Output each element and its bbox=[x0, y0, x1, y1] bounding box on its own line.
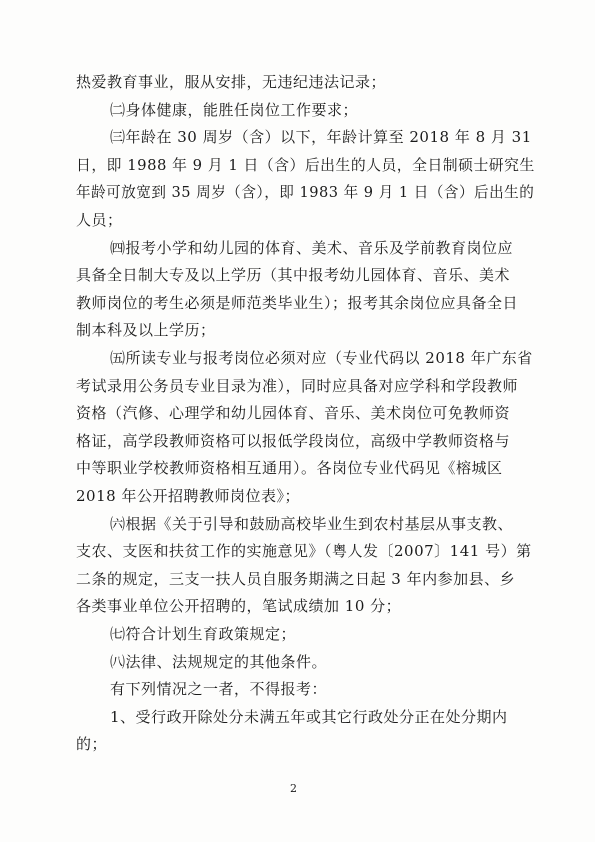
text-line-18: 支农、支医和扶贫工作的实施意见》（粤人发〔2007〕141 号）第 bbox=[76, 542, 532, 561]
text-line-13: 资格（汽修、心理学和幼儿园体育、音乐、美术岗位可免教师资 bbox=[76, 404, 511, 423]
text-line-2: ㈡身体健康，能胜任岗位工作要求； bbox=[110, 100, 359, 119]
text-line-17: ㈥根据《关于引导和鼓励高校毕业生到农村基层从事支教、 bbox=[110, 514, 514, 533]
text-line-19: 二条的规定，三支一扶人员自服务期满之日起 3 年内参加县、乡 bbox=[76, 569, 516, 588]
text-line-9: 教师岗位的考生必须是师范类毕业生）；报考其余岗位应具备全日 bbox=[76, 293, 519, 312]
text-line-6: 人员； bbox=[76, 211, 123, 229]
text-line-10: 制本科及以上学历； bbox=[76, 321, 216, 340]
text-line-5: 年龄可放宽到 35 周岁（含），即 1983 年 9 月 1 日（含）后出生的 bbox=[76, 183, 535, 202]
text-line-1: 热爱教育事业，服从安排，无违纪违法记录； bbox=[76, 73, 387, 91]
text-line-20: 各类事业单位公开招聘的，笔试成绩加 10 分； bbox=[76, 597, 402, 616]
text-line-24: 1、受行政开除处分未满五年或其它行政处分正在处分期内 bbox=[110, 707, 508, 726]
text-line-3: ㈢年龄在 30 周岁（含）以下，年龄计算至 2018 年 8 月 31 bbox=[110, 128, 532, 147]
text-line-16: 2018 年公开招聘教师岗位表》； bbox=[76, 487, 300, 505]
text-line-22: ㈧法律、法规规定的其他条件。 bbox=[110, 652, 328, 671]
text-line-23: 有下列情况之一者，不得报考： bbox=[110, 680, 328, 699]
text-line-4: 日，即 1988 年 9 月 1 日（含）后出生的人员，全日制硕士研究生 bbox=[76, 155, 535, 174]
text-line-11: ㈤所读专业与报考岗位必须对应（专业代码以 2018 年广东省 bbox=[110, 349, 533, 367]
text-line-14: 格证，高学段教师资格可以报低学段岗位，高级中学教师资格与 bbox=[76, 431, 511, 450]
text-line-12: 考试录用公务员专业目录为准），同时应具备对应学科和学段教师 bbox=[76, 376, 519, 395]
text-line-25: 的； bbox=[76, 735, 108, 754]
page-number: 2 bbox=[290, 782, 297, 795]
text-line-8: 具备全日制大专及以上学历（其中报考幼儿园体育、音乐、美术 bbox=[76, 266, 511, 285]
text-line-21: ㈦符合计划生育政策规定； bbox=[110, 625, 297, 643]
text-line-15: 中等职业学校教师资格相互通用）。各岗位专业代码见《榕城区 bbox=[76, 459, 503, 478]
text-line-7: ㈣报考小学和幼儿园的体育、美术、音乐及学前教育岗位应 bbox=[110, 238, 514, 257]
